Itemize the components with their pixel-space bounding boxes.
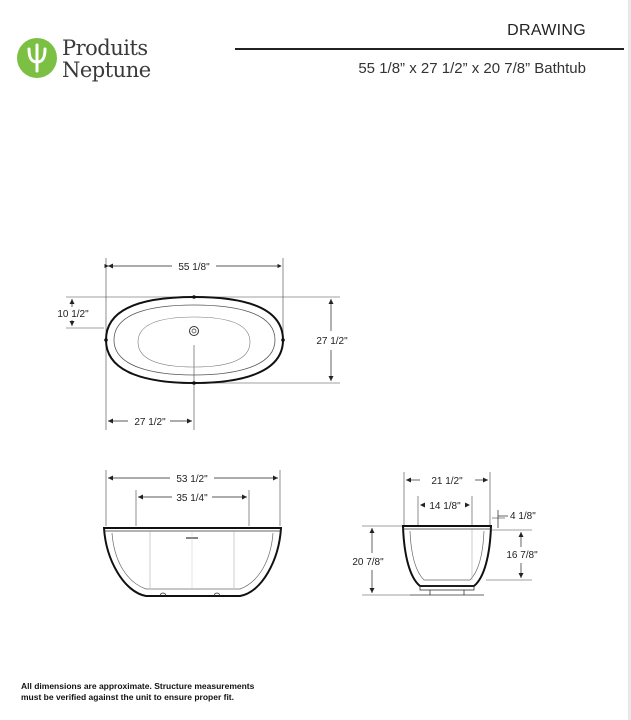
page-title: DRAWING xyxy=(507,22,586,39)
top-depth-label: 27 1/2" xyxy=(316,336,348,347)
side-outer-width-label: 21 1/2" xyxy=(431,476,463,487)
side-inner-width-label: 14 1/8" xyxy=(429,501,461,512)
front-inner-width-label: 35 1/4" xyxy=(176,493,208,504)
disclaimer-line-1: All dimensions are approximate. Structure measurements xyxy=(21,681,255,691)
tub-side-outline xyxy=(403,526,491,586)
brand-line-1: Produits xyxy=(62,36,148,60)
side-rim-thickness-label: 4 1/8" xyxy=(510,511,536,522)
disclaimer-line-2: must be verified against the unit to ensure proper fit. xyxy=(21,692,235,702)
drain-icon xyxy=(190,327,199,336)
side-inner-height-label: 16 7/8" xyxy=(506,550,538,561)
side-view xyxy=(352,472,538,595)
brand-line-2: Neptune xyxy=(62,58,151,82)
top-drain-offset-label: 27 1/2" xyxy=(134,417,166,428)
side-height-label: 20 7/8" xyxy=(352,557,384,568)
disclaimer xyxy=(21,681,254,703)
top-rim-offset-label: 10 1/2" xyxy=(57,309,89,320)
tub-top-outline xyxy=(106,297,283,383)
top-view xyxy=(57,258,348,430)
front-view xyxy=(104,470,281,596)
product-subtitle: 55 1/8” x 27 1/2” x 20 7/8” Bathtub xyxy=(358,60,586,77)
front-outer-width-label: 53 1/2" xyxy=(176,474,208,485)
top-width-label: 55 1/8" xyxy=(178,262,210,273)
